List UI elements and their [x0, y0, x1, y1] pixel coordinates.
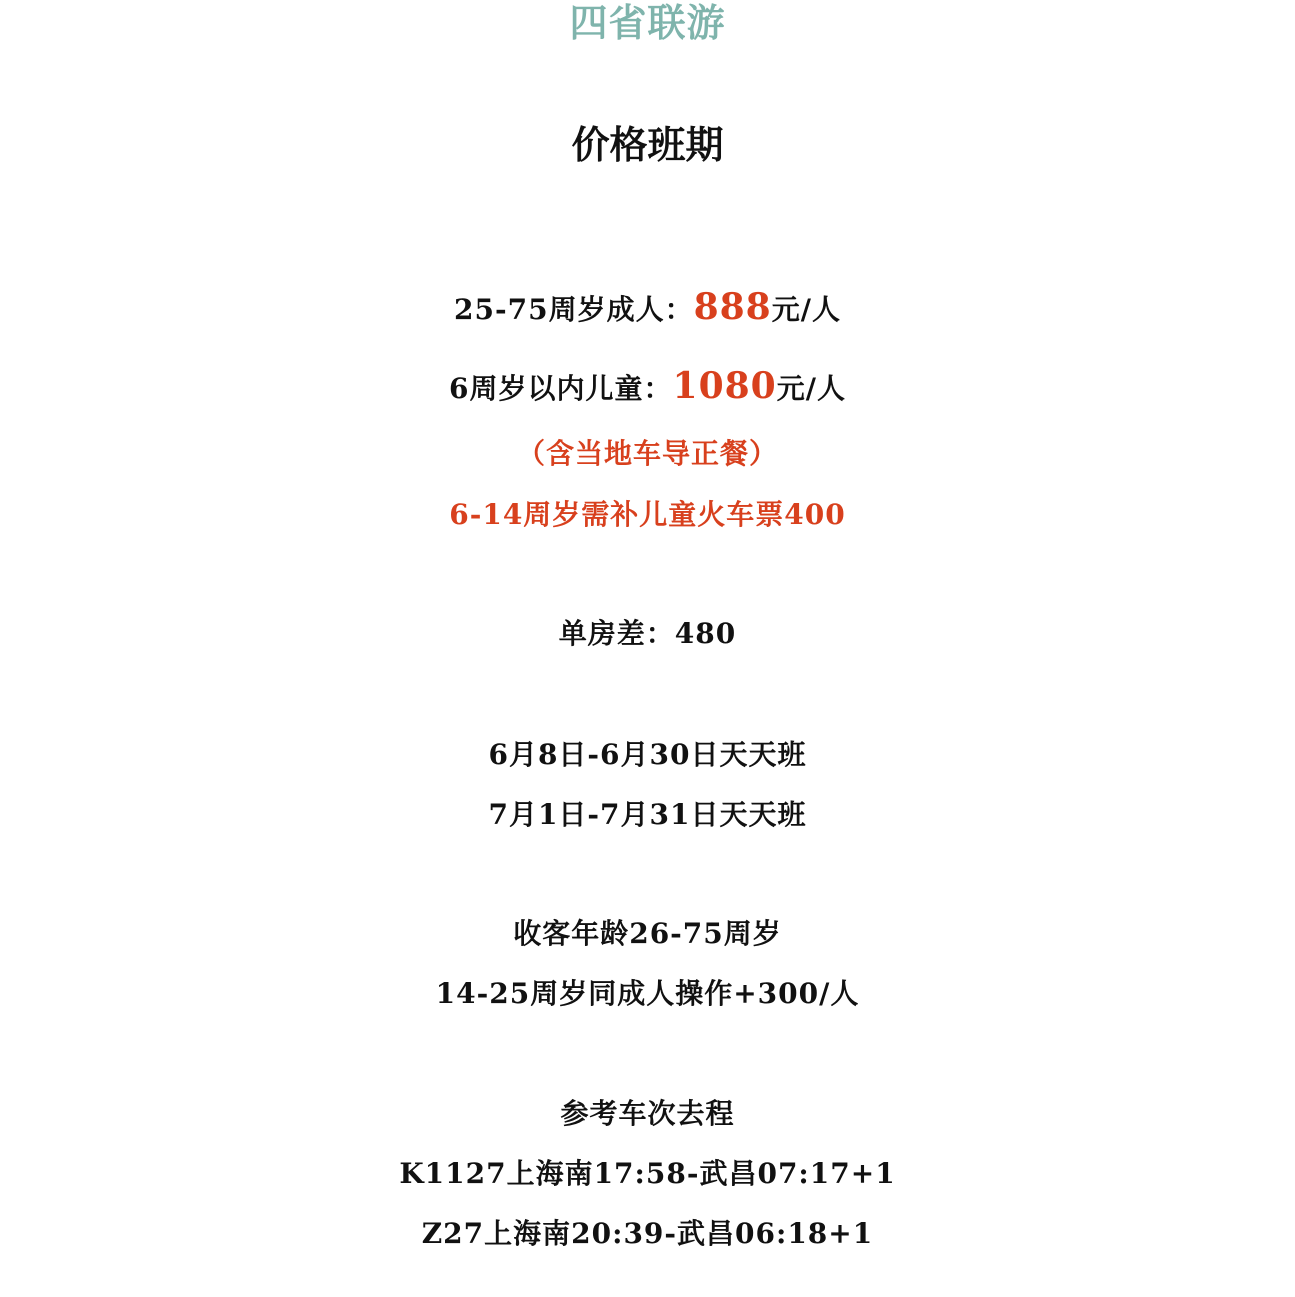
child-price-label: 6周岁以内儿童： — [449, 372, 673, 405]
child-price-value: 1080 — [672, 365, 777, 407]
schedule-line-june: 6月8日-6月30日天天班 — [488, 738, 807, 771]
adult-price-unit: 元/人 — [771, 293, 841, 326]
train-line-k1127: K1127上海南17:58-武昌07:17+1 — [399, 1157, 896, 1190]
youth-surcharge-line: 14-25周岁同成人操作+300/人 — [435, 977, 860, 1010]
schedule-line-july: 7月1日-7月31日天天班 — [488, 798, 807, 831]
section-title: 价格班期 — [571, 123, 724, 167]
age-range-line: 收客年龄26-75周岁 — [513, 917, 782, 950]
included-note: （含当地车导正餐） — [516, 437, 778, 470]
page-title: 四省联游 — [569, 1, 726, 45]
train-section-title: 参考车次去程 — [560, 1097, 735, 1130]
single-room-supplement: 单房差：480 — [558, 617, 737, 650]
child-price-unit: 元/人 — [776, 372, 846, 405]
adult-price-label: 25-75周岁成人： — [454, 293, 694, 326]
adult-price-line — [0, 286, 1295, 328]
child-ticket-note: 6-14周岁需补儿童火车票400 — [449, 498, 846, 531]
adult-price-value: 888 — [693, 286, 772, 328]
child-price-line — [0, 365, 1295, 407]
train-line-z27: Z27上海南20:39-武昌06:18+1 — [421, 1217, 874, 1250]
